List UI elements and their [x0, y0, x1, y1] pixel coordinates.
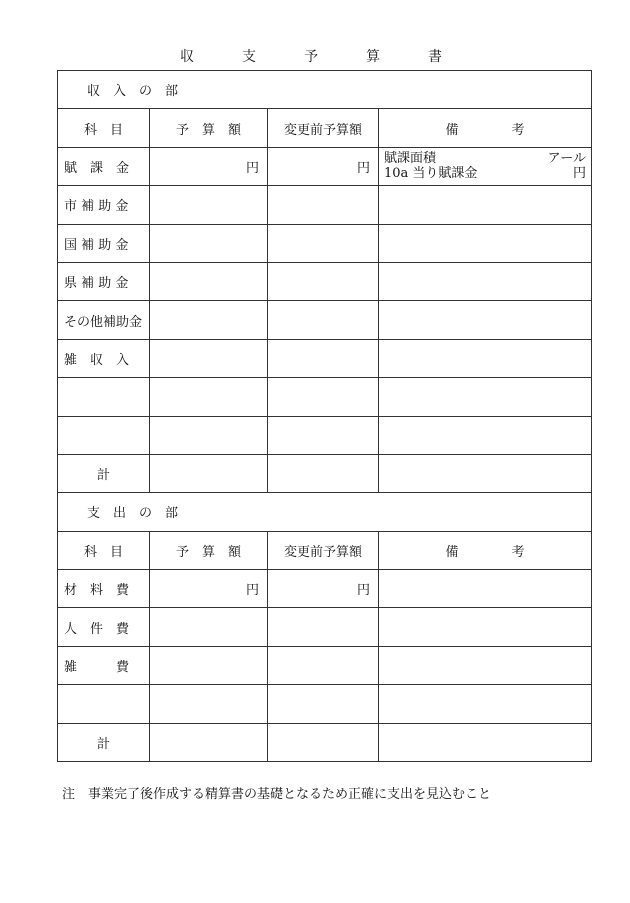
expense-total-label: 計 [58, 723, 150, 761]
table-row [58, 301, 592, 339]
header-remarks [379, 531, 592, 569]
income-before-cell[interactable]: 円 [268, 147, 379, 185]
expense-before-cell[interactable] [268, 646, 379, 684]
expense-budget-cell[interactable] [150, 608, 268, 646]
expense-remarks-cell[interactable] [379, 608, 592, 646]
remarks-area-label: 賦課面積 [384, 151, 437, 167]
table-row [58, 147, 592, 185]
document-title [0, 46, 630, 68]
expense-budget-cell[interactable]: 円 [150, 570, 268, 608]
expense-total-remarks[interactable] [379, 723, 592, 761]
table-row [58, 339, 592, 377]
header-remarks [379, 109, 592, 147]
income-header-row [58, 109, 592, 147]
table-row [58, 224, 592, 262]
expense-section-row [58, 493, 592, 531]
expense-section-label: 支 出 の 部 [58, 493, 592, 531]
expense-before-cell[interactable] [268, 685, 379, 723]
income-remarks-cell[interactable] [379, 224, 592, 262]
income-budget-cell[interactable] [150, 339, 268, 377]
income-budget-cell[interactable] [150, 186, 268, 224]
income-item: その他補助金 [58, 301, 150, 339]
table-row [58, 685, 592, 723]
expense-budget-cell[interactable] [150, 646, 268, 684]
header-before-change: 変更前予算額 [268, 531, 379, 569]
expense-remarks-cell[interactable] [379, 646, 592, 684]
remarks-line [384, 151, 586, 166]
remarks-line [384, 166, 586, 181]
expense-item: 雑 費 [58, 646, 150, 684]
header-item: 科 目 [58, 109, 150, 147]
table-row [58, 186, 592, 224]
income-total-budget[interactable] [150, 454, 268, 492]
income-section-label: 収 入 の 部 [58, 71, 592, 109]
income-item: 市 補 助 金 [58, 186, 150, 224]
income-budget-cell[interactable] [150, 262, 268, 300]
header-remarks-left: 備 [445, 122, 459, 138]
income-before-cell[interactable] [268, 378, 379, 416]
income-before-cell[interactable] [268, 262, 379, 300]
title-char: 書 [428, 49, 442, 65]
remarks-rate-label: 10a 当り賦課金 [384, 166, 478, 182]
title-char: 支 [242, 49, 256, 65]
title-char: 予 [304, 49, 318, 65]
income-remarks-cell[interactable] [379, 262, 592, 300]
table-row [58, 646, 592, 684]
header-before-change: 変更前予算額 [268, 109, 379, 147]
header-remarks-right: 考 [511, 122, 525, 138]
table-row [58, 378, 592, 416]
header-remarks-right: 考 [511, 544, 525, 560]
income-item: 賦 課 金 [58, 147, 150, 185]
budget-table [57, 70, 592, 762]
remarks-area-unit: アール [547, 151, 587, 167]
income-before-cell[interactable] [268, 416, 379, 454]
income-total-label: 計 [58, 454, 150, 492]
income-budget-cell[interactable]: 円 [150, 147, 268, 185]
income-budget-cell[interactable] [150, 378, 268, 416]
expense-item: 人 件 費 [58, 608, 150, 646]
expense-item[interactable] [58, 685, 150, 723]
expense-total-row [58, 723, 592, 761]
header-item: 科 目 [58, 531, 150, 569]
income-remarks-cell[interactable] [379, 186, 592, 224]
remarks-rate-unit: 円 [573, 166, 587, 182]
income-before-cell[interactable] [268, 224, 379, 262]
expense-remarks-cell[interactable] [379, 685, 592, 723]
income-item: 雑 収 入 [58, 339, 150, 377]
title-char: 算 [366, 49, 380, 65]
income-remarks-cell[interactable] [379, 378, 592, 416]
expense-remarks-cell[interactable] [379, 570, 592, 608]
income-budget-cell[interactable] [150, 301, 268, 339]
table-row [58, 608, 592, 646]
income-before-cell[interactable] [268, 339, 379, 377]
expense-budget-cell[interactable] [150, 685, 268, 723]
income-budget-cell[interactable] [150, 224, 268, 262]
expense-total-before[interactable] [268, 723, 379, 761]
header-budget: 予 算 額 [150, 531, 268, 569]
footnote: 注 事業完了後作成する精算書の基礎となるため正確に支出を見込むこと [62, 787, 492, 802]
income-item: 県 補 助 金 [58, 262, 150, 300]
income-item[interactable] [58, 378, 150, 416]
expense-before-cell[interactable]: 円 [268, 570, 379, 608]
table-row [58, 416, 592, 454]
table-row [58, 570, 592, 608]
header-remarks-left: 備 [445, 544, 459, 560]
income-item: 国 補 助 金 [58, 224, 150, 262]
header-budget: 予 算 額 [150, 109, 268, 147]
income-remarks-cell[interactable] [379, 416, 592, 454]
income-item[interactable] [58, 416, 150, 454]
table-row [58, 262, 592, 300]
income-remarks-cell[interactable] [379, 339, 592, 377]
income-section-row [58, 71, 592, 109]
expense-before-cell[interactable] [268, 608, 379, 646]
income-remarks-cell[interactable] [379, 301, 592, 339]
income-total-row [58, 454, 592, 492]
income-total-remarks[interactable] [379, 454, 592, 492]
title-char: 収 [180, 49, 194, 65]
income-budget-cell[interactable] [150, 416, 268, 454]
expense-item: 材 料 費 [58, 570, 150, 608]
income-before-cell[interactable] [268, 186, 379, 224]
income-total-before[interactable] [268, 454, 379, 492]
expense-total-budget[interactable] [150, 723, 268, 761]
income-remarks-cell[interactable] [379, 147, 592, 185]
expense-header-row [58, 531, 592, 569]
income-before-cell[interactable] [268, 301, 379, 339]
